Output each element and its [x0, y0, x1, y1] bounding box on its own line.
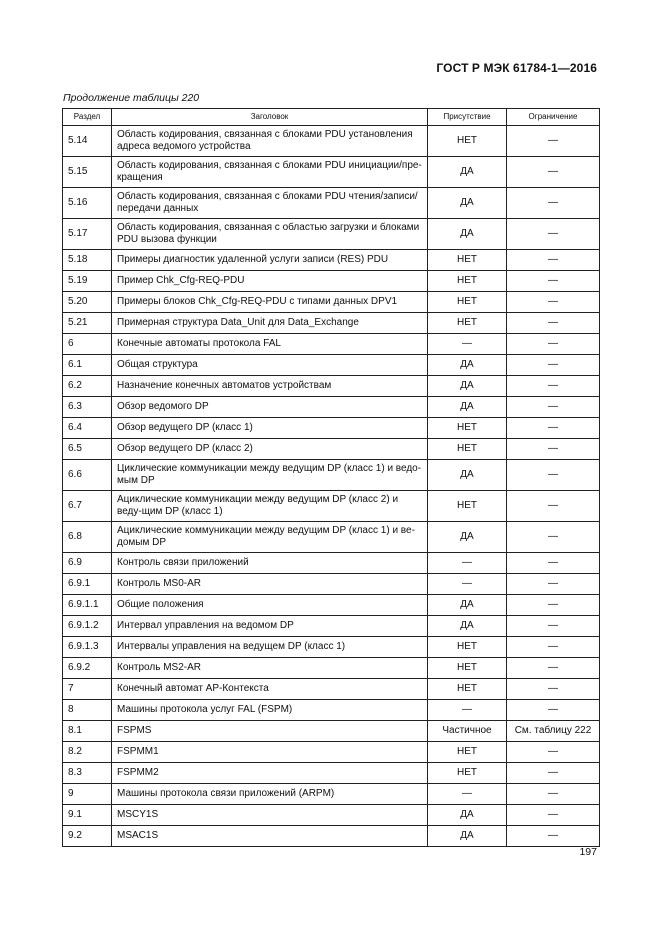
cell-title: Обзор ведомого DP — [112, 397, 428, 418]
cell-constraint: — — [507, 292, 600, 313]
cell-title: Интервал управления на ведомом DP — [112, 616, 428, 637]
cell-section: 6.8 — [63, 522, 112, 553]
cell-presence: ДА — [428, 355, 507, 376]
cell-constraint: — — [507, 157, 600, 188]
cell-presence: НЕТ — [428, 763, 507, 784]
cell-section: 7 — [63, 679, 112, 700]
cell-title: MSCY1S — [112, 805, 428, 826]
table-caption: Продолжение таблицы 220 — [63, 92, 200, 104]
cell-presence: ДА — [428, 595, 507, 616]
document-standard-title: ГОСТ Р МЭК 61784-1—2016 — [436, 61, 597, 75]
cell-section: 6.9.1.1 — [63, 595, 112, 616]
cell-constraint: — — [507, 250, 600, 271]
cell-presence: НЕТ — [428, 271, 507, 292]
table-body — [63, 126, 600, 847]
cell-presence: НЕТ — [428, 491, 507, 522]
cell-title: Назначение конечных автоматов устройствам — [112, 376, 428, 397]
table-row — [63, 721, 600, 742]
cell-section: 5.18 — [63, 250, 112, 271]
cell-presence: ДА — [428, 157, 507, 188]
table-row — [63, 313, 600, 334]
cell-title: Машины протокола услуг FAL (FSPM) — [112, 700, 428, 721]
cell-title: Примерная структура Data_Unit для Data_Exchange — [112, 313, 428, 334]
cell-title: Область кодирования, связанная с блоками PDU установления адреса ведомого устройства — [112, 126, 428, 157]
cell-section: 8.1 — [63, 721, 112, 742]
table-row — [63, 742, 600, 763]
cell-presence: ДА — [428, 522, 507, 553]
cell-presence: НЕТ — [428, 250, 507, 271]
cell-section: 8.2 — [63, 742, 112, 763]
cell-section: 6.7 — [63, 491, 112, 522]
cell-constraint: — — [507, 637, 600, 658]
cell-presence: ДА — [428, 376, 507, 397]
cell-title: Конечные автоматы протокола FAL — [112, 334, 428, 355]
cell-presence: НЕТ — [428, 637, 507, 658]
table-row — [63, 637, 600, 658]
cell-presence: ДА — [428, 826, 507, 847]
cell-presence: — — [428, 700, 507, 721]
cell-constraint: — — [507, 805, 600, 826]
cell-title: Общая структура — [112, 355, 428, 376]
cell-constraint: — — [507, 574, 600, 595]
cell-title: Пример Chk_Cfg-REQ-PDU — [112, 271, 428, 292]
cell-presence: НЕТ — [428, 658, 507, 679]
column-header-title: Заголовок — [112, 109, 428, 126]
cell-presence: — — [428, 784, 507, 805]
table-row — [63, 553, 600, 574]
cell-title: Примеры блоков Chk_Cfg-REQ-PDU с типами данных DPV1 — [112, 292, 428, 313]
cell-title: Ациклические коммуникации между ведущим DP (класс 1) и ве-домым DP — [112, 522, 428, 553]
cell-title: Контроль MS2-AR — [112, 658, 428, 679]
table-row — [63, 679, 600, 700]
cell-section: 8.3 — [63, 763, 112, 784]
cell-title: Машины протокола связи приложений (ARPM) — [112, 784, 428, 805]
cell-presence: НЕТ — [428, 742, 507, 763]
table-row — [63, 616, 600, 637]
requirements-table — [62, 108, 600, 847]
cell-constraint: — — [507, 742, 600, 763]
table-row — [63, 460, 600, 491]
cell-presence: НЕТ — [428, 679, 507, 700]
cell-section: 6.5 — [63, 439, 112, 460]
table-row — [63, 826, 600, 847]
cell-section: 8 — [63, 700, 112, 721]
table-row — [63, 439, 600, 460]
table-row — [63, 397, 600, 418]
cell-presence: ДА — [428, 460, 507, 491]
cell-section: 6.9.2 — [63, 658, 112, 679]
table-row — [63, 418, 600, 439]
table-row — [63, 250, 600, 271]
cell-title: Общие положения — [112, 595, 428, 616]
cell-presence: НЕТ — [428, 418, 507, 439]
cell-title: FSPMM1 — [112, 742, 428, 763]
table-row — [63, 700, 600, 721]
column-header-presence: Присутствие — [428, 109, 507, 126]
table-row — [63, 126, 600, 157]
cell-constraint: — — [507, 418, 600, 439]
cell-constraint: — — [507, 334, 600, 355]
cell-title: Конечный автомат AP-Контекста — [112, 679, 428, 700]
table-row — [63, 334, 600, 355]
cell-constraint: — — [507, 679, 600, 700]
cell-presence: ДА — [428, 188, 507, 219]
cell-section: 6.3 — [63, 397, 112, 418]
cell-title: Примеры диагностик удаленной услуги записи (RES) PDU — [112, 250, 428, 271]
cell-constraint: — — [507, 763, 600, 784]
cell-section: 6.9.1.3 — [63, 637, 112, 658]
table-row — [63, 784, 600, 805]
table-row — [63, 292, 600, 313]
table-row — [63, 188, 600, 219]
cell-section: 6 — [63, 334, 112, 355]
cell-constraint: — — [507, 376, 600, 397]
cell-section: 5.15 — [63, 157, 112, 188]
cell-constraint: — — [507, 595, 600, 616]
table-row — [63, 522, 600, 553]
cell-title: Область кодирования, связанная с областью загрузки и блоками PDU вызова функции — [112, 219, 428, 250]
cell-section: 5.16 — [63, 188, 112, 219]
cell-title: Ациклические коммуникации между ведущим DP (класс 2) и веду-щим DP (класс 1) — [112, 491, 428, 522]
cell-section: 6.9.1.2 — [63, 616, 112, 637]
cell-section: 6.9.1 — [63, 574, 112, 595]
column-header-section: Раздел — [63, 109, 112, 126]
cell-constraint: — — [507, 784, 600, 805]
cell-title: Контроль связи приложений — [112, 553, 428, 574]
cell-presence: НЕТ — [428, 292, 507, 313]
cell-presence: ДА — [428, 616, 507, 637]
cell-constraint: — — [507, 658, 600, 679]
cell-title: FSPMS — [112, 721, 428, 742]
cell-section: 6.2 — [63, 376, 112, 397]
cell-section: 5.20 — [63, 292, 112, 313]
table-header-row — [63, 109, 600, 126]
cell-section: 9.1 — [63, 805, 112, 826]
table-row — [63, 157, 600, 188]
table-row — [63, 658, 600, 679]
cell-section: 5.17 — [63, 219, 112, 250]
page-number: 197 — [579, 846, 597, 858]
cell-constraint: — — [507, 522, 600, 553]
cell-section: 5.21 — [63, 313, 112, 334]
cell-presence: НЕТ — [428, 439, 507, 460]
cell-title: Обзор ведущего DP (класс 2) — [112, 439, 428, 460]
cell-section: 5.14 — [63, 126, 112, 157]
cell-presence: НЕТ — [428, 313, 507, 334]
cell-title: Интервалы управления на ведущем DP (класс 1) — [112, 637, 428, 658]
cell-constraint: См. таблицу 222 — [507, 721, 600, 742]
cell-presence: ДА — [428, 805, 507, 826]
cell-presence: — — [428, 334, 507, 355]
cell-section: 9.2 — [63, 826, 112, 847]
cell-title: Область кодирования, связанная с блоками PDU чтения/записи/передачи данных — [112, 188, 428, 219]
table-row — [63, 763, 600, 784]
cell-section: 6.4 — [63, 418, 112, 439]
table-row — [63, 355, 600, 376]
table-row — [63, 219, 600, 250]
cell-presence: ДА — [428, 219, 507, 250]
cell-constraint: — — [507, 491, 600, 522]
cell-section: 9 — [63, 784, 112, 805]
cell-constraint: — — [507, 219, 600, 250]
cell-constraint: — — [507, 397, 600, 418]
cell-title: Контроль MS0-AR — [112, 574, 428, 595]
cell-title: MSAC1S — [112, 826, 428, 847]
cell-section: 6.1 — [63, 355, 112, 376]
cell-constraint: — — [507, 553, 600, 574]
cell-presence: Частичное — [428, 721, 507, 742]
cell-constraint: — — [507, 271, 600, 292]
table-row — [63, 491, 600, 522]
table-row — [63, 271, 600, 292]
cell-constraint: — — [507, 313, 600, 334]
cell-title: FSPMM2 — [112, 763, 428, 784]
cell-section: 6.9 — [63, 553, 112, 574]
cell-constraint: — — [507, 460, 600, 491]
cell-constraint: — — [507, 826, 600, 847]
cell-constraint: — — [507, 616, 600, 637]
cell-constraint: — — [507, 700, 600, 721]
cell-title: Обзор ведущего DP (класс 1) — [112, 418, 428, 439]
cell-section: 5.19 — [63, 271, 112, 292]
cell-constraint: — — [507, 439, 600, 460]
cell-presence: — — [428, 553, 507, 574]
cell-section: 6.6 — [63, 460, 112, 491]
cell-title: Область кодирования, связанная с блоками PDU инициации/пре-кращения — [112, 157, 428, 188]
table-row — [63, 376, 600, 397]
cell-presence: НЕТ — [428, 126, 507, 157]
column-header-constraint: Ограничение — [507, 109, 600, 126]
table-row — [63, 574, 600, 595]
table-row — [63, 805, 600, 826]
cell-title: Циклические коммуникации между ведущим DP (класс 1) и ведо-мым DP — [112, 460, 428, 491]
cell-constraint: — — [507, 355, 600, 376]
cell-constraint: — — [507, 126, 600, 157]
cell-presence: ДА — [428, 397, 507, 418]
cell-presence: — — [428, 574, 507, 595]
table-row — [63, 595, 600, 616]
cell-constraint: — — [507, 188, 600, 219]
